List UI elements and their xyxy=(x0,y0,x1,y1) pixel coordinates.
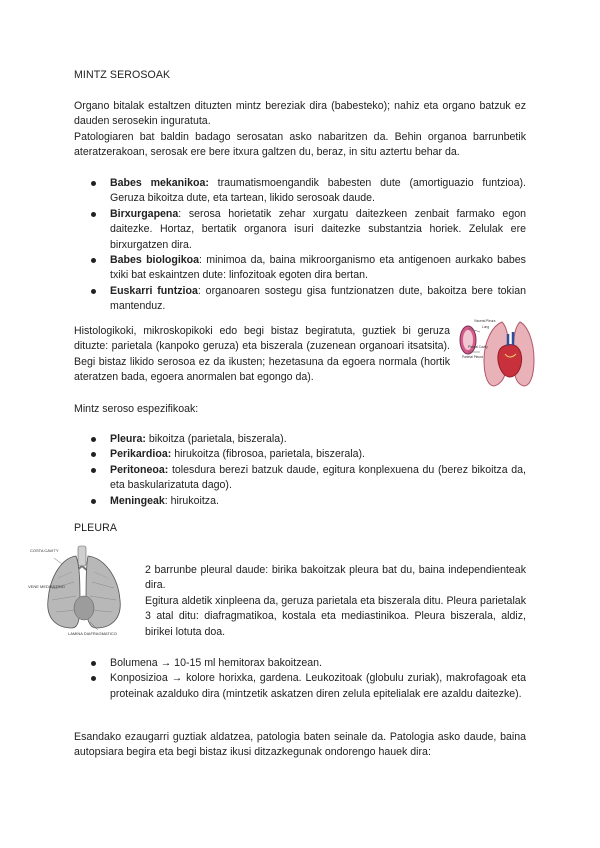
list-item: Birxurgapena: serosa horietatik zehar xurgatu daitezkeen zenbait farmako egon daitezke. Hortaz, bertatik organora isuri daitezke substantzia horiek. Zelulak ere birxurgatzen dira. xyxy=(74,207,526,253)
label-lamina-diafragmatico: LAMINA DIAFRAGMATICO xyxy=(68,631,117,636)
section-title-pleura: PLEURA xyxy=(74,522,117,534)
pleura-paragraph-2: Egitura aldetik xinpleena da, geruza parietala eta biszerala ditu. Pleura parietalak 3 atal ditu: diafragmatikoa, kostala eta mediastinikoa. Pleura biszerala, aldiz, birikei lotuta doa. xyxy=(145,594,526,638)
label-costa-cavity: COSTA CAVITY xyxy=(30,548,59,553)
lung-anatomy-illustration xyxy=(28,542,138,636)
intro-section xyxy=(74,99,526,161)
specific-intro: Mintz seroso espezifikoak: xyxy=(74,403,199,415)
label-pleural-cavity: Pleural Cavity xyxy=(468,345,488,349)
list-item: Perikardioa: hirukoitza (fibrosoa, parietala, biszerala). xyxy=(74,447,526,462)
list-item: Euskarri funtzioa: organoaren sostegu gisa funtzionatzen dute, bakoitza bere tokian mantenduz. xyxy=(74,284,526,315)
label-parietal-pleura: Parietal Pleura xyxy=(462,355,483,359)
list-item: Meningeak: hirukoitza. xyxy=(74,494,526,509)
label-lung: Lung xyxy=(482,325,490,329)
specific-list xyxy=(74,432,526,509)
pleura-description xyxy=(145,563,526,640)
list-item: Babes biologikoa: minimoa da, baina mikroorganismo eta antigenoen aurkako babes txiki bat eskaintzen dute: linfozitoak egoten dira bertan. xyxy=(74,253,526,284)
intro-paragraph-1: Organo bitalak estaltzen dituzten mintz bereziak dira (babesteko); nahiz eta organo batzuk ez dauden serosekin inguratuta. xyxy=(74,100,526,128)
intro-paragraph-2: Patologiaren bat baldin badago serosatan asko nabaritzen da. Behin organoa barrunbetik ateratzerakoan, serosak ere bere itxura galtzen du, beraz, in situ aztertu behar da. xyxy=(74,130,526,159)
page-title: MINTZ SEROSOAK xyxy=(74,69,171,81)
list-item: Babes mekanikoa: traumatismoengandik babesten dute (amortiguazio funtzioa). Geruza bikoitza dute, eta tartean, likido serosoak daude. xyxy=(74,176,526,207)
pleura-properties-list xyxy=(74,656,526,702)
list-item: Bolumena → 10-15 ml hemitorax bakoitzean. xyxy=(74,656,526,671)
list-item: Peritoneoa: tolesdura berezi batzuk daude, egitura konplexuena du (berez bikoitza da, eta baskularizatuta dago). xyxy=(74,463,526,494)
list-item: Konposizioa → kolore horixka, gardena. Leukozitoak (globulu zuriak), makrofagoak eta proteinak azalduko dira (mintzetik askatzen diren zelula epitelialak ere azaldu daitezke). xyxy=(74,671,526,702)
histology-paragraph: Histologikoki, mikroskopikoki edo begi bistaz begiratuta, guztiek bi geruza dituzte: parietala (kanpoko geruza) eta biszerala (zuzenean organoari itsatsita). Begi bistaz likido serosoa ez da ikusten; hezetasuna da egoera normala (hortik ateratzen bada, egoera anormalen bat egongo da). xyxy=(74,325,450,384)
list-item: Pleura: bikoitza (parietala, biszerala). xyxy=(74,432,526,447)
label-visceral-pleura: Visceral Pleura xyxy=(474,319,496,323)
pleura-paragraph-1: 2 barrunbe pleural daude: birika bakoitzak pleura bat du, baina independienteak dira. xyxy=(145,564,526,592)
heart-pleura-illustration xyxy=(458,314,536,390)
label-vene-mediastino: VENE MEDIASTINO xyxy=(28,584,65,589)
functions-list xyxy=(74,176,526,315)
closing-paragraph: Esandako ezaugarri guztiak aldatzea, patologia baten seinale da. Patologia asko daude, baina autopsiara begira eta begi bistaz ikusi ditzazkegunak ondorengo hauek dira: xyxy=(74,731,526,759)
